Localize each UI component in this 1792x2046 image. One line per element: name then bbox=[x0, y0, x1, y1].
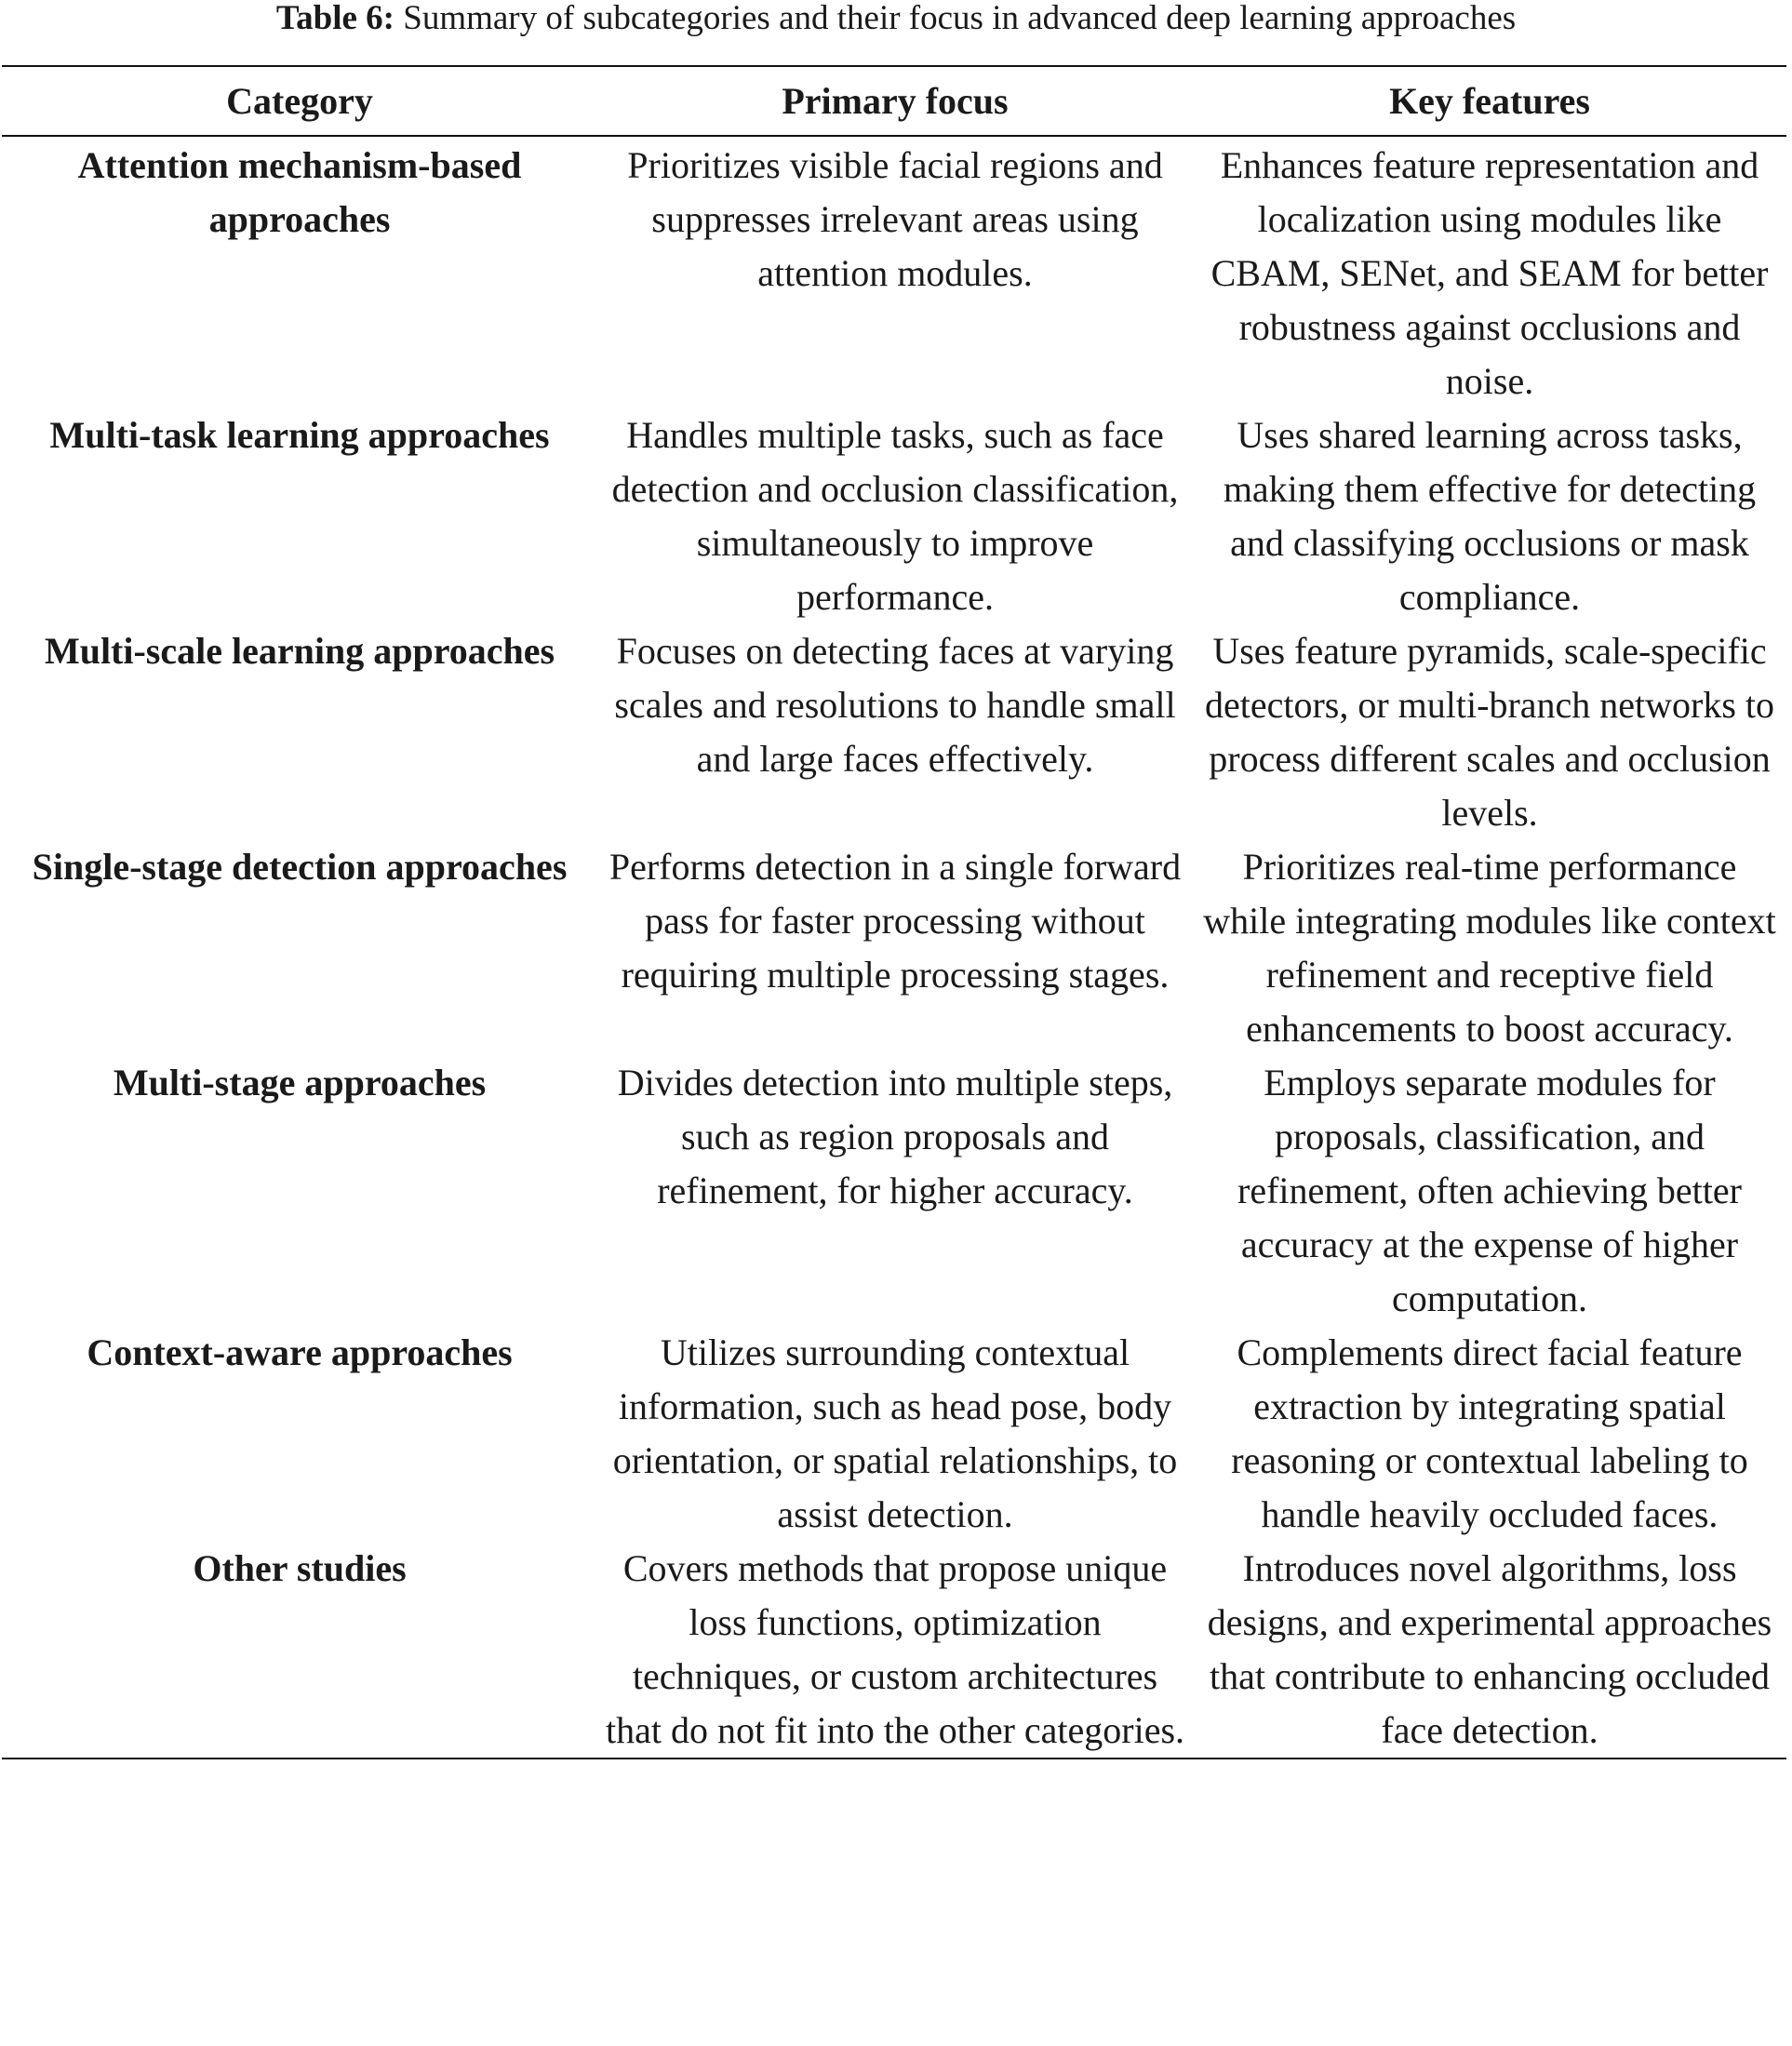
primary-focus-cell: Handles multiple tasks, such as face detection and occlusion classification, simultaneously to improve performance. bbox=[611, 414, 1179, 618]
primary-focus-cell: Focuses on detecting faces at varying scales and resolutions to handle small and large faces effectively. bbox=[614, 630, 1176, 780]
key-features-cell: Enhances feature representation and localization using modules like CBAM, SENet, and SEAM for better robustness against occlusions and noise. bbox=[1210, 144, 1769, 402]
table-row bbox=[2, 408, 1786, 624]
category-cell: Context-aware approaches bbox=[87, 1331, 513, 1373]
table-row bbox=[2, 840, 1786, 1056]
category-cell: Multi-task learning approaches bbox=[49, 414, 550, 456]
key-features-cell: Uses shared learning across tasks, making them effective for detecting and classifying occlusions or mask compliance. bbox=[1223, 414, 1757, 618]
header-category: Category bbox=[226, 79, 373, 122]
table-header bbox=[2, 66, 1786, 136]
header-key-features: Key features bbox=[1389, 79, 1590, 122]
summary-table bbox=[2, 65, 1786, 1759]
category-cell: Multi-scale learning approaches bbox=[44, 630, 555, 672]
key-features-cell: Uses feature pyramids, scale-specific detectors, or multi-branch networks to process different scales and occlusion levels. bbox=[1204, 630, 1775, 834]
table-caption-text: Summary of subcategories and their focus in advanced deep learning approaches bbox=[395, 0, 1517, 37]
category-cell: Attention mechanism-based approaches bbox=[77, 144, 522, 240]
header-row bbox=[2, 66, 1786, 136]
primary-focus-cell: Performs detection in a single forward pass for faster processing without requiring multiple processing stages. bbox=[608, 846, 1182, 996]
key-features-cell: Prioritizes real-time performance while integrating modules like context refinement and receptive field enhancements to boost accuracy. bbox=[1203, 846, 1776, 1050]
key-features-cell: Introduces novel algorithms, loss designs, and experimental approaches that contribute to enhancing occluded face detection. bbox=[1207, 1547, 1772, 1751]
table-row bbox=[2, 136, 1786, 408]
primary-focus-cell: Utilizes surrounding contextual information, such as head pose, body orientation, or spatial relationships, to assist detection. bbox=[612, 1331, 1178, 1535]
table-caption bbox=[0, 0, 1792, 37]
category-cell: Single-stage detection approaches bbox=[32, 846, 568, 888]
key-features-cell: Complements direct facial feature extraction by integrating spatial reasoning or contextual labeling to handle heavily occluded faces. bbox=[1231, 1331, 1748, 1535]
table-row bbox=[2, 1542, 1786, 1758]
primary-focus-cell: Prioritizes visible facial regions and suppresses irrelevant areas using attention modules. bbox=[627, 144, 1163, 294]
header-primary-focus: Primary focus bbox=[782, 79, 1009, 122]
table-row bbox=[2, 1326, 1786, 1542]
primary-focus-cell: Divides detection into multiple steps, such as region proposals and refinement, for higher accuracy. bbox=[617, 1062, 1173, 1211]
primary-focus-cell: Covers methods that propose unique loss functions, optimization techniques, or custom architectures that do not fit into the other categories. bbox=[605, 1547, 1185, 1751]
category-cell: Other studies bbox=[193, 1547, 407, 1589]
table-row bbox=[2, 1056, 1786, 1326]
table-caption-label: Table 6: bbox=[275, 0, 395, 37]
category-cell: Multi-stage approaches bbox=[113, 1062, 487, 1103]
key-features-cell: Employs separate modules for proposals, classification, and refinement, often achieving better accuracy at the expense of higher computation. bbox=[1237, 1062, 1742, 1319]
table-row bbox=[2, 624, 1786, 840]
table-body bbox=[2, 136, 1786, 1758]
